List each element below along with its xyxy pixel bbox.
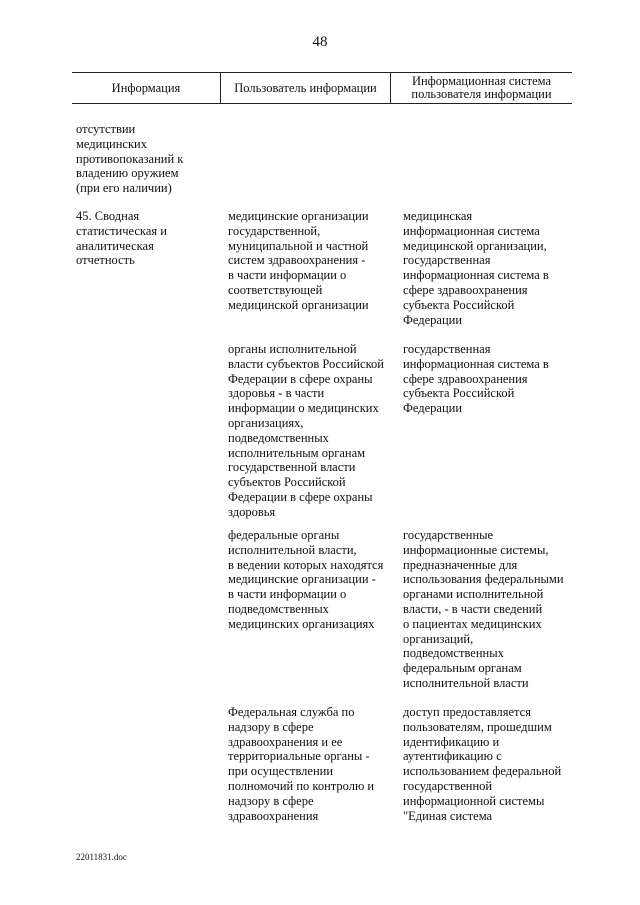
item-45-system-1: медицинская информационная система медицинской организации, государственная информационная система в сфере здравоохранения субъекта Российской Федерации bbox=[403, 209, 549, 327]
document-filename: 22011831.doc bbox=[76, 852, 127, 862]
continuation-info-text: отсутствии медицинских противопоказаний к владению оружием (при его наличии) bbox=[76, 122, 184, 196]
item-45-user-2: органы исполнительной власти субъектов Российской Федерации в сфере охраны здоровья - в части информации о медицинских организациях, подведомственных исполнительным органам государственной власти субъектов Российской Федерации в сфере охраны здоровья bbox=[228, 342, 384, 519]
item-45-system-4: доступ предоставляется пользователям, прошедшим идентификацию и аутентификацию с использованием федеральной государственной информационной системы "Единая система bbox=[403, 705, 562, 823]
header-information-system: Информационная система пользователя информации bbox=[411, 74, 552, 101]
header-information: Информация bbox=[111, 80, 181, 95]
header-information-user: Пользователь информации bbox=[234, 80, 377, 95]
item-45-user-4: Федеральная служба по надзору в сфере здравоохранения и ее территориальные органы - при осуществлении полномочий по контролю и надзору в сфере здравоохранения bbox=[228, 705, 375, 823]
item-45-user-1: медицинские организации государственной, муниципальной и частной систем здравоохранения - в части информации о соответствующей медицинской организации bbox=[228, 209, 369, 312]
item-45-info: 45. Сводная статистическая и аналитическая отчетность bbox=[76, 209, 167, 268]
item-45-system-3: государственные информационные системы, предназначенные для использования федеральными органами исполнительной власти, - в части сведений о пациентах медицинских организаций, подведомственных федеральным органам исполнительной власти bbox=[403, 528, 564, 690]
page-number: 48 bbox=[312, 34, 328, 50]
table-header bbox=[72, 72, 572, 104]
item-45-user-3: федеральные органы исполнительной власти, в ведении которых находятся медицинские организации - в части информации о подведомственных медицинских организациях bbox=[228, 528, 384, 631]
item-45-system-2: государственная информационная система в сфере здравоохранения субъекта Российской Федерации bbox=[403, 342, 549, 416]
